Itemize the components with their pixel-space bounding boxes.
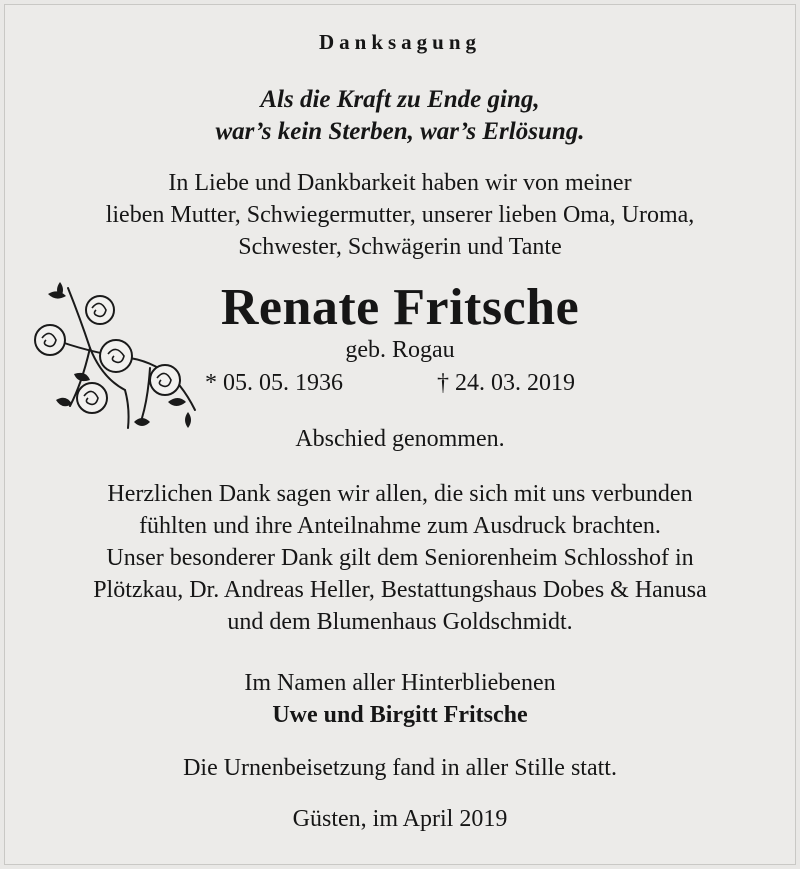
- thanks-line-1: Herzlichen Dank sagen wir allen, die sich mit uns verbunden: [107, 481, 693, 507]
- death-date: † 24. 03. 2019: [437, 370, 575, 396]
- intro-line-2: lieben Mutter, Schwiegermutter, unserer lieben Oma, Uroma,: [105, 202, 695, 228]
- place-date: Güsten, im April 2019: [292, 806, 508, 832]
- farewell-text: Abschied genommen.: [295, 426, 505, 452]
- maiden-name: geb. Rogau: [345, 337, 455, 363]
- deceased-name: Renate Fritsche: [220, 279, 580, 336]
- thanks-line-2: fühlten und ihre Anteilnahme zum Ausdruck brachten.: [139, 513, 661, 539]
- birth-date: * 05. 05. 1936: [205, 370, 343, 396]
- heading: Danksagung: [318, 30, 482, 54]
- intro-line-1: In Liebe und Dankbarkeit haben wir von meiner: [168, 170, 632, 196]
- signature-preface: Im Namen aller Hinterbliebenen: [244, 670, 556, 696]
- signature-names: Uwe und Birgitt Fritsche: [272, 702, 528, 728]
- burial-note: Die Urnenbeisetzung fand in aller Stille statt.: [183, 755, 617, 781]
- thanks-line-3: Unser besonderer Dank gilt dem Seniorenheim Schlosshof in: [106, 545, 694, 571]
- intro-line-3: Schwester, Schwägerin und Tante: [238, 234, 562, 260]
- verse-line-1: Als die Kraft zu Ende ging,: [260, 86, 540, 113]
- thanks-line-5: und dem Blumenhaus Goldschmidt.: [227, 609, 573, 635]
- verse-line-2: war’s kein Sterben, war’s Erlösung.: [215, 118, 585, 145]
- thanks-line-4: Plötzkau, Dr. Andreas Heller, Bestattungshaus Dobes & Hanusa: [93, 577, 707, 603]
